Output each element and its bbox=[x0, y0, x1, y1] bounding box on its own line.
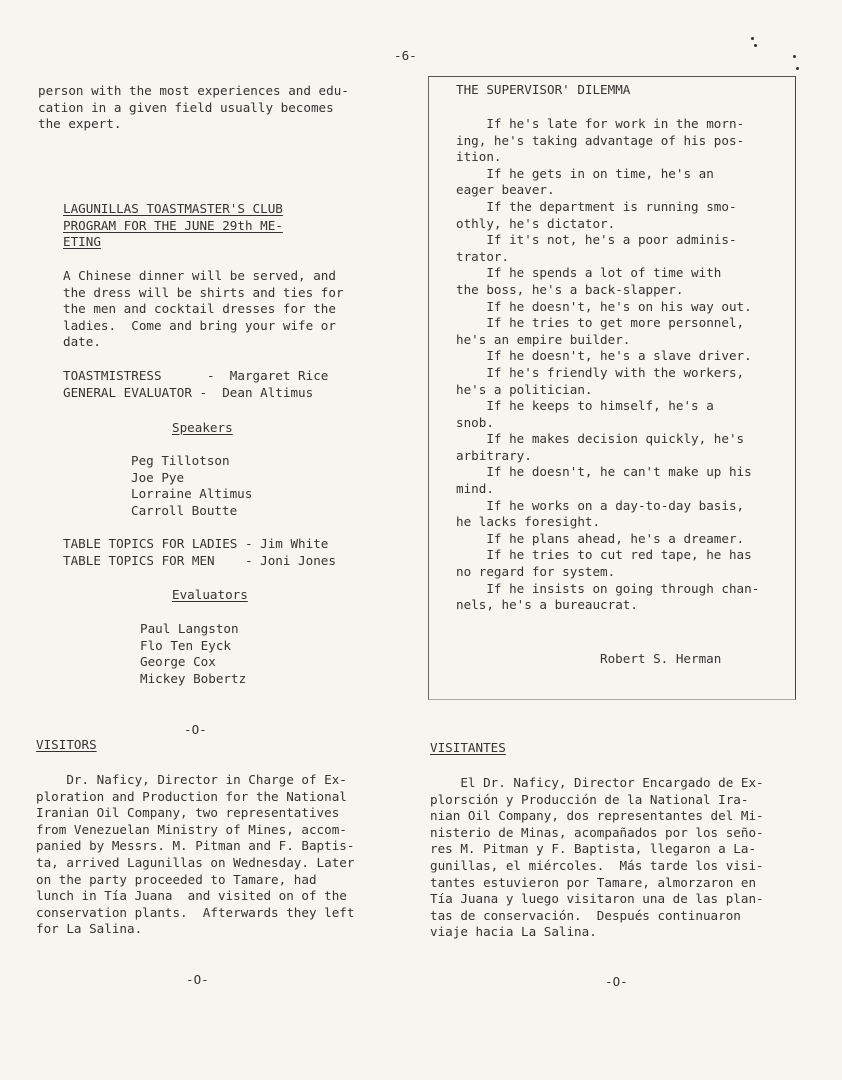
supervisor-dilemma-title: THE SUPERVISOR' DILEMMA bbox=[456, 82, 631, 97]
paper-speck bbox=[796, 67, 799, 70]
section-separator: -O- bbox=[605, 974, 628, 989]
speakers-list: Peg Tillotson Joe Pye Lorraine Altimus Carroll Boutte bbox=[131, 453, 253, 518]
club-program-heading: LAGUNILLAS TOASTMASTER'S CLUB PROGRAM FOR THE JUNE 29th ME- ETING bbox=[63, 201, 283, 250]
intro-continued-text: person with the most experiences and edu- cation in a given field usually becomes the expert. bbox=[38, 83, 349, 132]
page-number: -6- bbox=[394, 48, 417, 63]
visitantes-heading: VISITANTES bbox=[430, 740, 506, 755]
visitors-body: Dr. Naficy, Director in Charge of Ex- ploration and Production for the National Iranian Oil Company, two representatives from Venezuelan Ministry of Mines, accom- panied by Messrs. M. Pitman and F. Baptis- ta, arrived Lagunillas on Wednesday. Later on the party proceeded to Tamare, had lunch in Tía Juana and visited on of the conservation plants. Afterwards they left for La Salina. bbox=[36, 772, 355, 937]
section-separator: -O- bbox=[186, 972, 209, 987]
visitantes-body: El Dr. Naficy, Director Encargado de Ex- plorsción y Producción de la National Ira- nian Oil Company, dos representantes del Mi- nisterio de Minas, acompañados por los seño- res M. Pitman y F. Baptista, llegaron a La- gunillas, el miércoles. Más tarde los visi- tantes estuvieron por Tamare, almorzaron en Tía Juana y luego visitaron una de las plan- tas de conservación. Después continuaron viaje hacia La Salina. bbox=[430, 775, 764, 940]
supervisor-dilemma-text: If he's late for work in the morn- ing, he's taking advantage of his pos- ition. If he gets in on time, he's an eager beaver. If the department is running smo- othly, he's dictator. If it's not, he's a poor adminis- trator. If he spends a lot of time with the boss, he's a back-slapper. If he doesn't, he's on his way out. If he tries to get more personnel, he's an empire builder. If he doesn't, he's a slave driver. If he's friendly with the workers, he's a politician. If he keeps to himself, he's a snob. If he makes decision quickly, he's arbitrary. If he doesn't, he can't make up his mind. If he works on a day-to-day basis, he lacks foresight. If he plans ahead, he's a dreamer. If he tries to cut red tape, he has no regard for system. If he insists on going through chan- nels, he's a bureaucrat. bbox=[456, 116, 760, 613]
paper-speck bbox=[754, 44, 757, 47]
club-program-intro: A Chinese dinner will be served, and the dress will be shirts and ties for the men and cocktail dresses for the ladies. Come and bring your wife or date. bbox=[63, 268, 344, 350]
section-separator: -O- bbox=[184, 722, 207, 737]
supervisor-dilemma-author: Robert S. Herman bbox=[600, 651, 722, 666]
officers-list: TOASTMISTRESS - Margaret Rice GENERAL EVALUATOR - Dean Altimus bbox=[63, 368, 329, 400]
paper-speck bbox=[751, 37, 754, 40]
paper-speck bbox=[793, 55, 796, 58]
speakers-heading: Speakers bbox=[172, 420, 233, 435]
visitors-heading: VISITORS bbox=[36, 737, 97, 752]
evaluators-heading: Evaluators bbox=[172, 587, 248, 602]
evaluators-list: Paul Langston Flo Ten Eyck George Cox Mickey Bobertz bbox=[140, 621, 247, 686]
table-topics-list: TABLE TOPICS FOR LADIES - Jim White TABLE TOPICS FOR MEN - Joni Jones bbox=[63, 536, 336, 568]
